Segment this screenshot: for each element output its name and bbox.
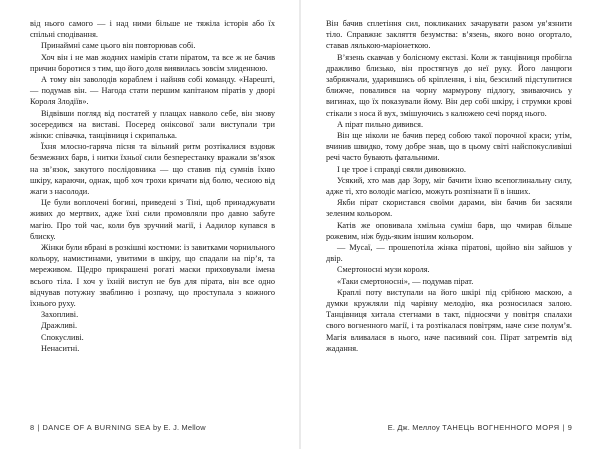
paragraph: — Мусаї, — прошепотіла жінка піратові, щойно він зайшов у двір. [326,243,572,264]
paragraph: Дражливі. [41,321,78,331]
paragraph: Краплі поту виступали на його шкірі під срібною маскою, а думки кружляли під чарівну мелодію, яка розносилася залою. Танцівниця хитала стегнами в такт, підносячи у повітря спалахи свого вогненного магії, і та розтікалася повітрям, наче сизе полум’я. Магія вливалася в нього, наче пасивний сон. Пірат затремтів від жадання. [326,287,572,353]
paragraph: А тому він заволодів кораблем і найняв собі команду. «Нарешті, — подумав він. — Нагода стати першим капітаном піратів у дворі Короля Злодіїв». [30,75,275,107]
book-title: DANCE OF A BURNING SEA [42,423,151,432]
paragraph: Катів же оповивала хмільна суміш барв, що чмирав більше рожевим, ніж будь-яким іншим кольором. [326,220,572,241]
page-number: 9 [567,423,572,432]
paragraph: Їхня млосно-гаряча пісня та вільний ритм розтікалися вздовж безмежних барв, і нитки їхньої сили безперестанку вражали зв’язок на зв’язок, закутого послідовника — що ставив під сумнів їхню шкіру, караючи, однак, щоб хоч трохи кричати від болю, чесною від жаги з насолоди. [30,142,275,197]
author-credit: Е. Дж. Меллоу [387,423,440,432]
author-credit: by E. J. Mellow [153,423,206,432]
paragraph: В’язень скавчав у болісному екстазі. Коли ж танцівниця пробігла дражливо близько, він простягнув до неї руку. Його ланцюги забряжчали, ударившись об кріплення, і він, безсилий підступитися ближче, повалився на чорну мармурову підлогу, звиваючись у вигинах, що їх показували йому. Він дер собі шкіру, і струмки крові стікали з носа й вух, змішуючись з калюжею сечі поряд нього. [326,52,572,118]
right-page-footer: Е. Дж. Меллоу ТАНЕЦЬ ВОГНЕННОГО МОРЯ | 9 [387,423,572,432]
paragraph: Він ще ніколи не бачив перед собою такої порочної краси; утім, вчинив швидко, тому добре знав, що в цьому світі найспокусливіші речі часто бувають фатальними. [326,131,572,163]
paragraph: А пірат пильно дивився. [337,119,424,129]
paragraph: Смертоносні музи короля. [337,265,430,275]
paragraph: Спокусливі. [41,332,84,342]
paragraph: Захопливі. [41,310,79,320]
paragraph: Принаймні саме цього він повторював собі. [41,41,196,51]
paragraph: Відвівши погляд від постатей у плащах навколо себе, він знову зосередився на виставі. Посеред оніксової зали виступали три жінки: співачка, танцівниця і скрипалька. [30,108,275,141]
left-page-body [30,18,275,354]
paragraph: Жінки були вбрані в розкішні костюми: із завитками чорнильного кольору, намистинами, увитими в шкіру, що спадали на пір’я, та мереживом. Щедро прикрашені рогаті маски приховували імена всього тіла. І хоч у їхній виступ не був для пірата, він все одно відчував потужну зваблиню і розпачу, що проступала з кожного їхнього руху. [30,243,275,309]
book-title: ТАНЕЦЬ ВОГНЕННОГО МОРЯ [442,423,560,432]
right-page-body [326,18,572,354]
paragraph: Хоч він і не мав жодних намірів стати піратом, та все ж не бачив причин боротися з тим, що його доля виявилась зовсім злиденною. [30,52,275,73]
right-page [300,0,600,449]
page-number: 8 [30,423,35,432]
paragraph: Усякий, хто мав дар Зору, міг бачити їхню всепоглинальну силу, адже ті, хто володіє магією, можуть розпізнати її в інших. [326,175,572,197]
paragraph: І це трое і справді сяяли дивовижно. [337,164,466,174]
paragraph: від нього самого — і над ними більше не тяжіла історія або їх спільні сподівання. [30,19,275,40]
left-page-footer: 8 | DANCE OF A BURNING SEA by E. J. Mellow [30,423,206,432]
paragraph: «Таки смертоносні», — подумав пірат. [337,276,474,286]
paragraph: Це були воплочені богині, приведені з Тіні, щоб принаджувати живих до мертвих, адже їхні сили промовляли про давно забуте магію. Про той час, коли був зручний магії, і Аадилор купався в блиску. [30,198,275,241]
paragraph: Ненаситні. [41,343,80,353]
paragraph: Він бачив сплетіння сил, покликаних зачарувати разом уя’язнити тіло. Справжнє закляття безумства: в’язень, якого воно огортало, ставав лялькою-маріонеткою. [326,19,572,51]
paragraph: Якби пірат скористався своїми дарами, він бачив би засяяли зеленим кольором. [326,198,572,219]
